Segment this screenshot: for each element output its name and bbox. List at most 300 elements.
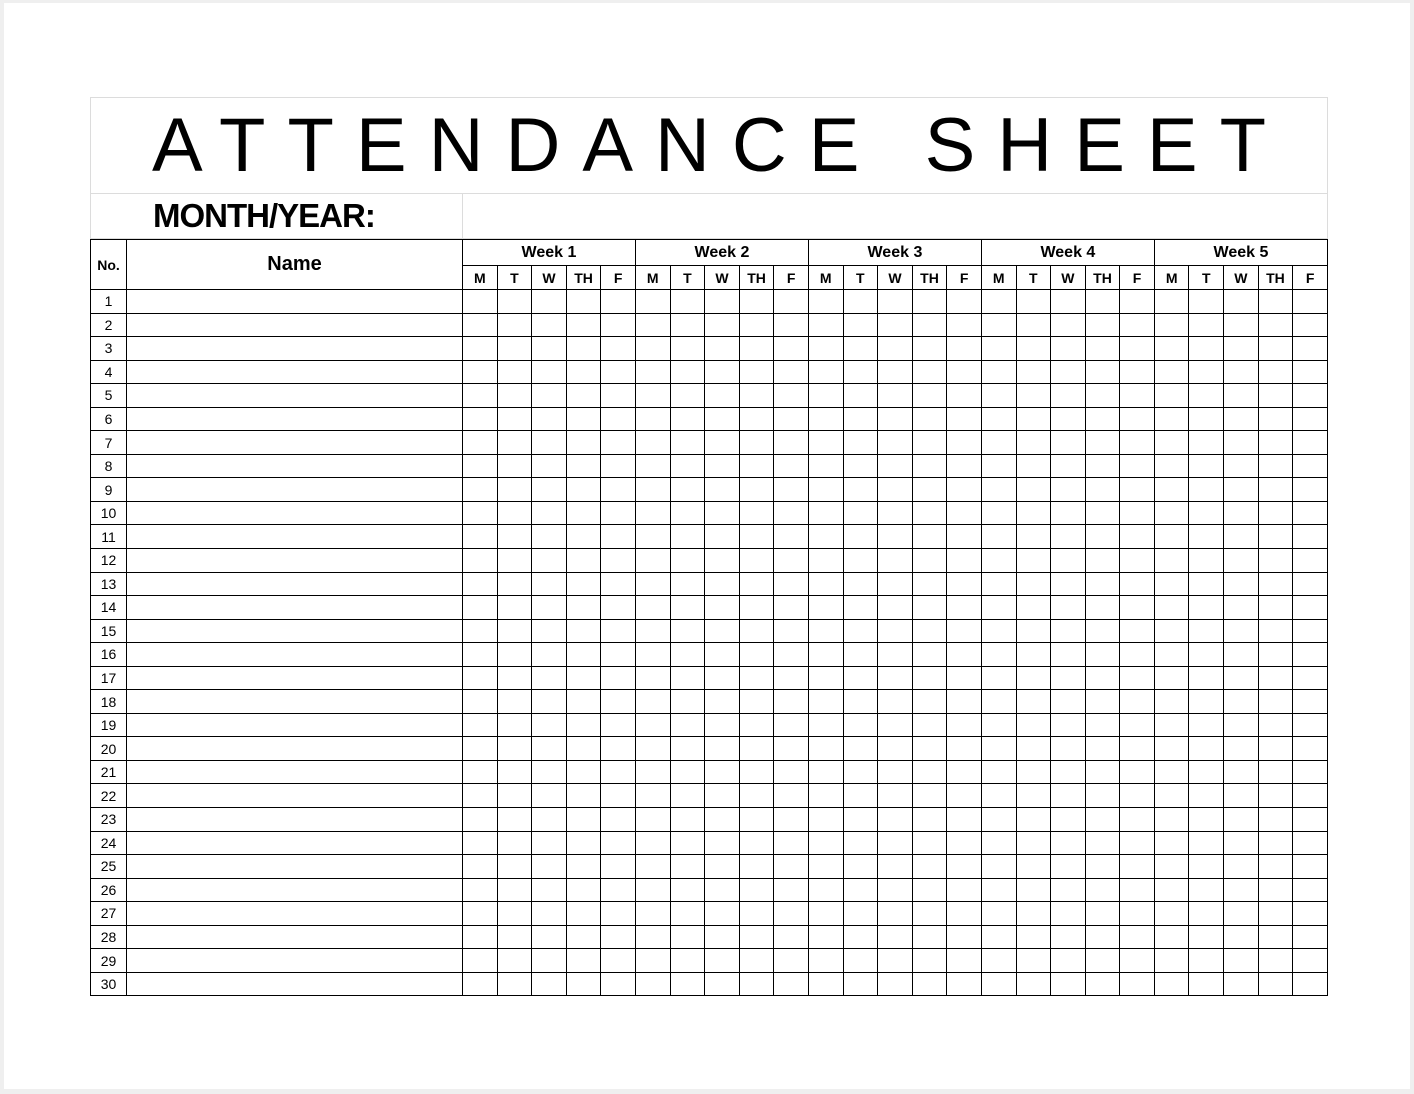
attendance-cell[interactable]: [705, 902, 740, 926]
attendance-cell[interactable]: [878, 902, 913, 926]
attendance-cell[interactable]: [497, 925, 532, 949]
attendance-cell[interactable]: [601, 902, 636, 926]
name-cell[interactable]: [127, 454, 463, 478]
attendance-cell[interactable]: [1154, 902, 1189, 926]
attendance-cell[interactable]: [532, 713, 567, 737]
attendance-cell[interactable]: [1224, 737, 1259, 761]
attendance-cell[interactable]: [947, 972, 982, 996]
attendance-cell[interactable]: [601, 478, 636, 502]
attendance-cell[interactable]: [981, 572, 1016, 596]
attendance-cell[interactable]: [1016, 690, 1051, 714]
attendance-cell[interactable]: [878, 478, 913, 502]
attendance-cell[interactable]: [463, 949, 498, 973]
attendance-cell[interactable]: [1258, 737, 1293, 761]
attendance-cell[interactable]: [843, 549, 878, 573]
attendance-cell[interactable]: [566, 619, 601, 643]
attendance-cell[interactable]: [981, 313, 1016, 337]
attendance-cell[interactable]: [601, 808, 636, 832]
attendance-cell[interactable]: [635, 384, 670, 408]
attendance-cell[interactable]: [739, 478, 774, 502]
attendance-cell[interactable]: [843, 407, 878, 431]
name-cell[interactable]: [127, 808, 463, 832]
attendance-cell[interactable]: [843, 737, 878, 761]
attendance-cell[interactable]: [981, 431, 1016, 455]
attendance-cell[interactable]: [878, 784, 913, 808]
attendance-cell[interactable]: [532, 384, 567, 408]
attendance-cell[interactable]: [981, 619, 1016, 643]
attendance-cell[interactable]: [1051, 831, 1086, 855]
name-cell[interactable]: [127, 619, 463, 643]
attendance-cell[interactable]: [981, 407, 1016, 431]
attendance-cell[interactable]: [1224, 878, 1259, 902]
attendance-cell[interactable]: [1120, 902, 1155, 926]
attendance-cell[interactable]: [1258, 549, 1293, 573]
attendance-cell[interactable]: [532, 407, 567, 431]
attendance-cell[interactable]: [532, 643, 567, 667]
attendance-cell[interactable]: [635, 596, 670, 620]
attendance-cell[interactable]: [947, 760, 982, 784]
attendance-cell[interactable]: [808, 290, 843, 314]
attendance-cell[interactable]: [670, 831, 705, 855]
attendance-cell[interactable]: [878, 431, 913, 455]
attendance-cell[interactable]: [843, 313, 878, 337]
attendance-cell[interactable]: [947, 784, 982, 808]
attendance-cell[interactable]: [705, 972, 740, 996]
attendance-cell[interactable]: [843, 855, 878, 879]
attendance-cell[interactable]: [635, 525, 670, 549]
attendance-cell[interactable]: [774, 290, 809, 314]
attendance-cell[interactable]: [635, 643, 670, 667]
attendance-cell[interactable]: [843, 360, 878, 384]
attendance-cell[interactable]: [635, 572, 670, 596]
attendance-cell[interactable]: [497, 690, 532, 714]
attendance-cell[interactable]: [566, 407, 601, 431]
attendance-cell[interactable]: [912, 972, 947, 996]
attendance-cell[interactable]: [1258, 925, 1293, 949]
attendance-cell[interactable]: [878, 313, 913, 337]
attendance-cell[interactable]: [463, 337, 498, 361]
attendance-cell[interactable]: [705, 384, 740, 408]
attendance-cell[interactable]: [601, 713, 636, 737]
attendance-cell[interactable]: [1224, 596, 1259, 620]
name-cell[interactable]: [127, 549, 463, 573]
attendance-cell[interactable]: [912, 902, 947, 926]
attendance-cell[interactable]: [739, 596, 774, 620]
attendance-cell[interactable]: [1258, 478, 1293, 502]
attendance-cell[interactable]: [912, 808, 947, 832]
attendance-cell[interactable]: [739, 619, 774, 643]
attendance-cell[interactable]: [463, 902, 498, 926]
attendance-cell[interactable]: [635, 855, 670, 879]
attendance-cell[interactable]: [635, 972, 670, 996]
attendance-cell[interactable]: [774, 831, 809, 855]
attendance-cell[interactable]: [981, 690, 1016, 714]
attendance-cell[interactable]: [532, 831, 567, 855]
attendance-cell[interactable]: [705, 855, 740, 879]
attendance-cell[interactable]: [1085, 690, 1120, 714]
attendance-cell[interactable]: [463, 525, 498, 549]
attendance-cell[interactable]: [878, 831, 913, 855]
attendance-cell[interactable]: [1189, 313, 1224, 337]
attendance-cell[interactable]: [1258, 501, 1293, 525]
attendance-cell[interactable]: [1224, 290, 1259, 314]
attendance-cell[interactable]: [601, 690, 636, 714]
attendance-cell[interactable]: [1293, 831, 1328, 855]
attendance-cell[interactable]: [912, 643, 947, 667]
attendance-cell[interactable]: [947, 407, 982, 431]
attendance-cell[interactable]: [497, 737, 532, 761]
attendance-cell[interactable]: [878, 572, 913, 596]
attendance-cell[interactable]: [1051, 760, 1086, 784]
attendance-cell[interactable]: [774, 760, 809, 784]
attendance-cell[interactable]: [635, 549, 670, 573]
attendance-cell[interactable]: [1224, 949, 1259, 973]
attendance-cell[interactable]: [463, 407, 498, 431]
attendance-cell[interactable]: [635, 784, 670, 808]
name-cell[interactable]: [127, 337, 463, 361]
attendance-cell[interactable]: [739, 407, 774, 431]
attendance-cell[interactable]: [774, 407, 809, 431]
attendance-cell[interactable]: [947, 643, 982, 667]
attendance-cell[interactable]: [497, 407, 532, 431]
attendance-cell[interactable]: [774, 713, 809, 737]
attendance-cell[interactable]: [532, 666, 567, 690]
attendance-cell[interactable]: [912, 478, 947, 502]
attendance-cell[interactable]: [1258, 855, 1293, 879]
attendance-cell[interactable]: [1189, 690, 1224, 714]
attendance-cell[interactable]: [981, 501, 1016, 525]
attendance-cell[interactable]: [774, 808, 809, 832]
attendance-cell[interactable]: [670, 784, 705, 808]
attendance-cell[interactable]: [1051, 666, 1086, 690]
attendance-cell[interactable]: [1154, 290, 1189, 314]
attendance-cell[interactable]: [1085, 855, 1120, 879]
attendance-cell[interactable]: [1120, 925, 1155, 949]
attendance-cell[interactable]: [843, 808, 878, 832]
attendance-cell[interactable]: [1051, 619, 1086, 643]
attendance-cell[interactable]: [843, 972, 878, 996]
attendance-cell[interactable]: [1189, 760, 1224, 784]
attendance-cell[interactable]: [1224, 972, 1259, 996]
attendance-cell[interactable]: [635, 949, 670, 973]
attendance-cell[interactable]: [1189, 949, 1224, 973]
attendance-cell[interactable]: [947, 549, 982, 573]
attendance-cell[interactable]: [912, 501, 947, 525]
attendance-cell[interactable]: [635, 619, 670, 643]
attendance-cell[interactable]: [1016, 572, 1051, 596]
attendance-cell[interactable]: [981, 760, 1016, 784]
attendance-cell[interactable]: [843, 831, 878, 855]
name-cell[interactable]: [127, 972, 463, 996]
attendance-cell[interactable]: [1051, 855, 1086, 879]
attendance-cell[interactable]: [1154, 808, 1189, 832]
attendance-cell[interactable]: [739, 666, 774, 690]
attendance-cell[interactable]: [843, 501, 878, 525]
attendance-cell[interactable]: [1120, 478, 1155, 502]
attendance-cell[interactable]: [774, 525, 809, 549]
attendance-cell[interactable]: [1293, 478, 1328, 502]
attendance-cell[interactable]: [739, 384, 774, 408]
attendance-cell[interactable]: [1051, 972, 1086, 996]
attendance-cell[interactable]: [1224, 525, 1259, 549]
attendance-cell[interactable]: [1085, 784, 1120, 808]
attendance-cell[interactable]: [878, 713, 913, 737]
attendance-cell[interactable]: [843, 902, 878, 926]
attendance-cell[interactable]: [947, 878, 982, 902]
attendance-cell[interactable]: [981, 855, 1016, 879]
attendance-cell[interactable]: [635, 337, 670, 361]
attendance-cell[interactable]: [1051, 949, 1086, 973]
attendance-cell[interactable]: [1154, 737, 1189, 761]
attendance-cell[interactable]: [808, 878, 843, 902]
attendance-cell[interactable]: [1120, 596, 1155, 620]
attendance-cell[interactable]: [463, 972, 498, 996]
attendance-cell[interactable]: [1051, 784, 1086, 808]
name-cell[interactable]: [127, 313, 463, 337]
attendance-cell[interactable]: [1154, 784, 1189, 808]
attendance-cell[interactable]: [532, 478, 567, 502]
attendance-cell[interactable]: [878, 407, 913, 431]
attendance-cell[interactable]: [1016, 313, 1051, 337]
attendance-cell[interactable]: [635, 713, 670, 737]
attendance-cell[interactable]: [912, 925, 947, 949]
attendance-cell[interactable]: [670, 666, 705, 690]
attendance-cell[interactable]: [1085, 972, 1120, 996]
attendance-cell[interactable]: [532, 949, 567, 973]
attendance-cell[interactable]: [463, 855, 498, 879]
attendance-cell[interactable]: [947, 290, 982, 314]
name-cell[interactable]: [127, 784, 463, 808]
attendance-cell[interactable]: [1293, 290, 1328, 314]
attendance-cell[interactable]: [497, 290, 532, 314]
attendance-cell[interactable]: [774, 690, 809, 714]
attendance-cell[interactable]: [635, 831, 670, 855]
attendance-cell[interactable]: [1189, 972, 1224, 996]
attendance-cell[interactable]: [1120, 501, 1155, 525]
attendance-cell[interactable]: [1258, 760, 1293, 784]
attendance-cell[interactable]: [1051, 643, 1086, 667]
attendance-cell[interactable]: [497, 360, 532, 384]
attendance-cell[interactable]: [566, 454, 601, 478]
attendance-cell[interactable]: [601, 737, 636, 761]
month-year-field[interactable]: [463, 194, 1327, 238]
attendance-cell[interactable]: [1258, 690, 1293, 714]
attendance-cell[interactable]: [705, 313, 740, 337]
attendance-cell[interactable]: [1085, 666, 1120, 690]
attendance-cell[interactable]: [808, 549, 843, 573]
attendance-cell[interactable]: [670, 596, 705, 620]
name-cell[interactable]: [127, 831, 463, 855]
attendance-cell[interactable]: [1051, 572, 1086, 596]
attendance-cell[interactable]: [878, 360, 913, 384]
attendance-cell[interactable]: [1258, 831, 1293, 855]
attendance-cell[interactable]: [947, 501, 982, 525]
name-cell[interactable]: [127, 737, 463, 761]
attendance-cell[interactable]: [601, 549, 636, 573]
attendance-cell[interactable]: [1120, 784, 1155, 808]
attendance-cell[interactable]: [532, 290, 567, 314]
attendance-cell[interactable]: [670, 643, 705, 667]
attendance-cell[interactable]: [705, 784, 740, 808]
attendance-cell[interactable]: [1120, 431, 1155, 455]
attendance-cell[interactable]: [1189, 831, 1224, 855]
attendance-cell[interactable]: [705, 643, 740, 667]
attendance-cell[interactable]: [497, 902, 532, 926]
attendance-cell[interactable]: [947, 902, 982, 926]
attendance-cell[interactable]: [566, 878, 601, 902]
attendance-cell[interactable]: [808, 525, 843, 549]
attendance-cell[interactable]: [843, 949, 878, 973]
attendance-cell[interactable]: [1016, 619, 1051, 643]
attendance-cell[interactable]: [739, 737, 774, 761]
attendance-cell[interactable]: [670, 431, 705, 455]
attendance-cell[interactable]: [566, 925, 601, 949]
attendance-cell[interactable]: [1293, 713, 1328, 737]
attendance-cell[interactable]: [1293, 384, 1328, 408]
attendance-cell[interactable]: [1016, 501, 1051, 525]
attendance-cell[interactable]: [739, 690, 774, 714]
attendance-cell[interactable]: [1085, 878, 1120, 902]
attendance-cell[interactable]: [1224, 713, 1259, 737]
attendance-cell[interactable]: [981, 784, 1016, 808]
attendance-cell[interactable]: [774, 666, 809, 690]
attendance-cell[interactable]: [947, 478, 982, 502]
attendance-cell[interactable]: [566, 313, 601, 337]
attendance-cell[interactable]: [497, 454, 532, 478]
attendance-cell[interactable]: [981, 454, 1016, 478]
attendance-cell[interactable]: [670, 525, 705, 549]
attendance-cell[interactable]: [635, 902, 670, 926]
attendance-cell[interactable]: [1085, 619, 1120, 643]
attendance-cell[interactable]: [912, 949, 947, 973]
attendance-cell[interactable]: [463, 454, 498, 478]
attendance-cell[interactable]: [532, 878, 567, 902]
attendance-cell[interactable]: [1085, 431, 1120, 455]
attendance-cell[interactable]: [497, 431, 532, 455]
attendance-cell[interactable]: [1293, 760, 1328, 784]
attendance-cell[interactable]: [1154, 760, 1189, 784]
attendance-cell[interactable]: [463, 643, 498, 667]
attendance-cell[interactable]: [566, 290, 601, 314]
attendance-cell[interactable]: [1189, 478, 1224, 502]
attendance-cell[interactable]: [912, 313, 947, 337]
attendance-cell[interactable]: [1016, 784, 1051, 808]
attendance-cell[interactable]: [497, 619, 532, 643]
attendance-cell[interactable]: [1120, 290, 1155, 314]
attendance-cell[interactable]: [739, 501, 774, 525]
attendance-cell[interactable]: [635, 878, 670, 902]
attendance-cell[interactable]: [566, 808, 601, 832]
attendance-cell[interactable]: [705, 760, 740, 784]
attendance-cell[interactable]: [1258, 643, 1293, 667]
attendance-cell[interactable]: [1016, 337, 1051, 361]
attendance-cell[interactable]: [1016, 878, 1051, 902]
attendance-cell[interactable]: [601, 878, 636, 902]
attendance-cell[interactable]: [497, 501, 532, 525]
attendance-cell[interactable]: [1224, 313, 1259, 337]
attendance-cell[interactable]: [808, 972, 843, 996]
name-cell[interactable]: [127, 478, 463, 502]
attendance-cell[interactable]: [705, 666, 740, 690]
attendance-cell[interactable]: [1051, 478, 1086, 502]
attendance-cell[interactable]: [463, 596, 498, 620]
attendance-cell[interactable]: [566, 643, 601, 667]
attendance-cell[interactable]: [981, 972, 1016, 996]
attendance-cell[interactable]: [670, 902, 705, 926]
name-cell[interactable]: [127, 643, 463, 667]
attendance-cell[interactable]: [981, 902, 1016, 926]
attendance-cell[interactable]: [947, 572, 982, 596]
name-cell[interactable]: [127, 713, 463, 737]
attendance-cell[interactable]: [463, 925, 498, 949]
attendance-cell[interactable]: [1189, 784, 1224, 808]
attendance-cell[interactable]: [739, 831, 774, 855]
attendance-cell[interactable]: [912, 596, 947, 620]
attendance-cell[interactable]: [912, 407, 947, 431]
attendance-cell[interactable]: [1051, 360, 1086, 384]
attendance-cell[interactable]: [1085, 501, 1120, 525]
attendance-cell[interactable]: [947, 949, 982, 973]
attendance-cell[interactable]: [1154, 525, 1189, 549]
attendance-cell[interactable]: [947, 454, 982, 478]
attendance-cell[interactable]: [1085, 407, 1120, 431]
attendance-cell[interactable]: [912, 690, 947, 714]
attendance-cell[interactable]: [705, 713, 740, 737]
attendance-cell[interactable]: [1016, 643, 1051, 667]
attendance-cell[interactable]: [947, 737, 982, 761]
attendance-cell[interactable]: [739, 572, 774, 596]
attendance-cell[interactable]: [1120, 737, 1155, 761]
attendance-cell[interactable]: [981, 831, 1016, 855]
attendance-cell[interactable]: [739, 784, 774, 808]
attendance-cell[interactable]: [1189, 501, 1224, 525]
attendance-cell[interactable]: [1293, 407, 1328, 431]
attendance-cell[interactable]: [1293, 360, 1328, 384]
attendance-cell[interactable]: [1016, 760, 1051, 784]
attendance-cell[interactable]: [912, 713, 947, 737]
attendance-cell[interactable]: [1051, 313, 1086, 337]
attendance-cell[interactable]: [1085, 290, 1120, 314]
attendance-cell[interactable]: [1293, 501, 1328, 525]
attendance-cell[interactable]: [635, 360, 670, 384]
attendance-cell[interactable]: [1051, 925, 1086, 949]
attendance-cell[interactable]: [947, 831, 982, 855]
attendance-cell[interactable]: [739, 549, 774, 573]
attendance-cell[interactable]: [1154, 337, 1189, 361]
attendance-cell[interactable]: [808, 713, 843, 737]
attendance-cell[interactable]: [1224, 360, 1259, 384]
attendance-cell[interactable]: [1154, 619, 1189, 643]
attendance-cell[interactable]: [739, 454, 774, 478]
attendance-cell[interactable]: [1293, 855, 1328, 879]
attendance-cell[interactable]: [808, 360, 843, 384]
attendance-cell[interactable]: [1016, 831, 1051, 855]
attendance-cell[interactable]: [912, 290, 947, 314]
attendance-cell[interactable]: [981, 478, 1016, 502]
attendance-cell[interactable]: [1224, 690, 1259, 714]
attendance-cell[interactable]: [601, 407, 636, 431]
attendance-cell[interactable]: [1293, 596, 1328, 620]
attendance-cell[interactable]: [981, 666, 1016, 690]
attendance-cell[interactable]: [1189, 713, 1224, 737]
attendance-cell[interactable]: [635, 925, 670, 949]
attendance-cell[interactable]: [670, 713, 705, 737]
attendance-cell[interactable]: [463, 501, 498, 525]
attendance-cell[interactable]: [843, 572, 878, 596]
name-cell[interactable]: [127, 925, 463, 949]
attendance-cell[interactable]: [497, 713, 532, 737]
attendance-cell[interactable]: [774, 784, 809, 808]
